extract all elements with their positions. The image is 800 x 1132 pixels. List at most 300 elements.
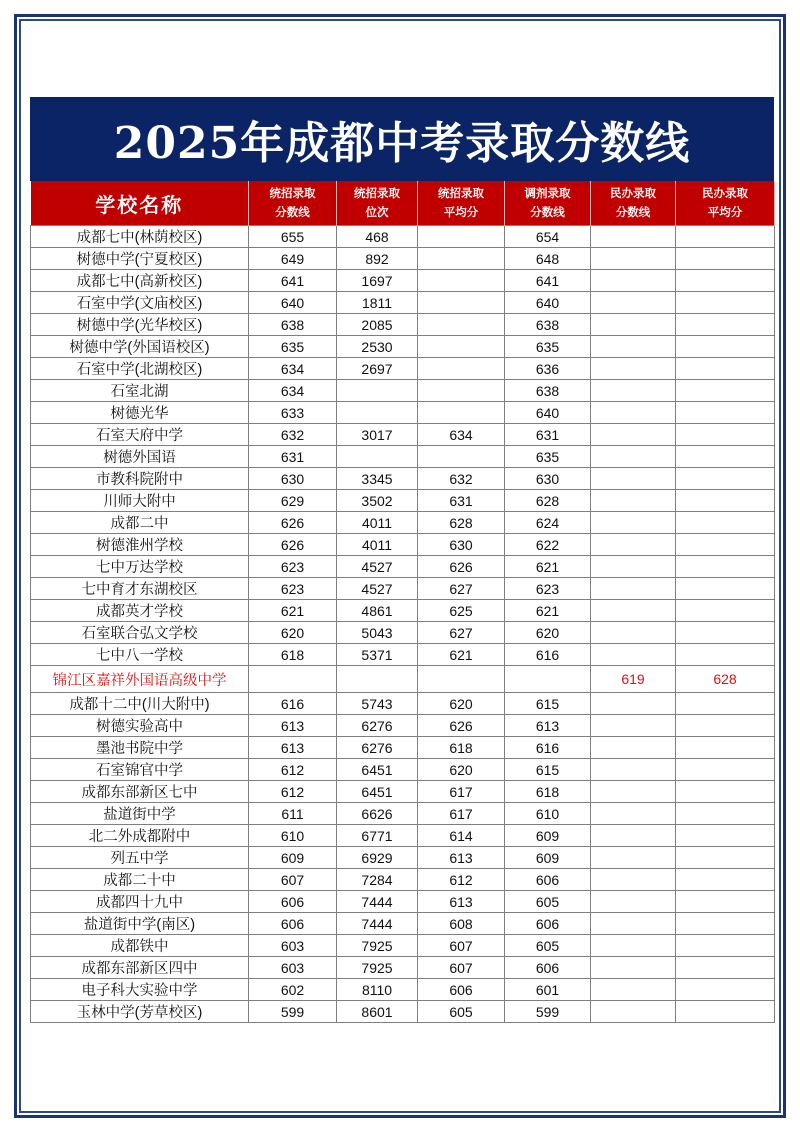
private-score-cell (591, 644, 676, 666)
private-avg-cell (676, 248, 775, 270)
unified-score-cell: 631 (249, 446, 337, 468)
school-name-cell: 电子科大实验中学 (31, 979, 249, 1001)
adjust-score-cell: 631 (505, 424, 591, 446)
adjust-score-cell: 609 (505, 825, 591, 847)
private-avg-cell (676, 600, 775, 622)
unified-avg-cell: 607 (418, 935, 505, 957)
unified-avg-cell (418, 666, 505, 693)
col-school-name-header (31, 181, 249, 226)
private-score-cell (591, 270, 676, 292)
table-row (31, 600, 775, 622)
admission-score-table (30, 181, 775, 1023)
unified-avg-cell: 632 (418, 468, 505, 490)
unified-rank-cell: 7444 (337, 913, 418, 935)
unified-score-cell: 607 (249, 869, 337, 891)
private-score-cell (591, 693, 676, 715)
private-score-cell (591, 534, 676, 556)
unified-score-cell: 612 (249, 781, 337, 803)
adjust-score-cell: 606 (505, 869, 591, 891)
unified-avg-cell: 617 (418, 781, 505, 803)
table-row (31, 446, 775, 468)
adjust-score-cell: 605 (505, 935, 591, 957)
private-score-cell (591, 292, 676, 314)
table-row (31, 358, 775, 380)
table-row (31, 1001, 775, 1023)
unified-avg-cell: 634 (418, 424, 505, 446)
private-score-cell (591, 913, 676, 935)
adjust-score-cell: 624 (505, 512, 591, 534)
unified-rank-cell: 2697 (337, 358, 418, 380)
school-name-cell: 玉林中学(芳草校区) (31, 1001, 249, 1023)
unified-rank-cell: 5371 (337, 644, 418, 666)
adjust-score-cell: 621 (505, 556, 591, 578)
unified-avg-cell: 625 (418, 600, 505, 622)
unified-rank-cell: 6276 (337, 715, 418, 737)
unified-rank-cell: 5743 (337, 693, 418, 715)
adjust-score-cell: 618 (505, 781, 591, 803)
unified-avg-cell: 606 (418, 979, 505, 1001)
school-name-cell: 成都七中(高新校区) (31, 270, 249, 292)
col-unified-avg-header (418, 181, 505, 226)
private-score-cell (591, 248, 676, 270)
table-row (31, 891, 775, 913)
unified-rank-cell (337, 402, 418, 424)
private-avg-cell (676, 336, 775, 358)
unified-avg-cell (418, 358, 505, 380)
school-name-cell: 成都东部新区七中 (31, 781, 249, 803)
private-avg-cell (676, 556, 775, 578)
school-name-cell: 七中育才东湖校区 (31, 578, 249, 600)
header-label-line1: 民办录取 (702, 186, 748, 200)
adjust-score-cell: 606 (505, 913, 591, 935)
private-avg-cell (676, 957, 775, 979)
private-score-cell (591, 847, 676, 869)
unified-rank-cell: 5043 (337, 622, 418, 644)
unified-avg-cell: 612 (418, 869, 505, 891)
school-name-cell: 石室中学(北湖校区) (31, 358, 249, 380)
unified-rank-cell: 3502 (337, 490, 418, 512)
adjust-score-cell: 616 (505, 737, 591, 759)
table-row (31, 270, 775, 292)
header-label-line1: 统招录取 (438, 186, 484, 200)
school-name-cell: 树德中学(光华校区) (31, 314, 249, 336)
adjust-score-cell: 638 (505, 314, 591, 336)
school-name-cell: 盐道街中学(南区) (31, 913, 249, 935)
unified-rank-cell: 8601 (337, 1001, 418, 1023)
table-row (31, 979, 775, 1001)
private-avg-cell (676, 314, 775, 336)
unified-score-cell: 603 (249, 935, 337, 957)
school-name-cell: 石室中学(文庙校区) (31, 292, 249, 314)
unified-avg-cell: 613 (418, 847, 505, 869)
header-label-line2: 位次 (365, 205, 389, 219)
table-row (31, 913, 775, 935)
unified-score-cell: 641 (249, 270, 337, 292)
private-score-cell (591, 803, 676, 825)
school-name-cell: 盐道街中学 (31, 803, 249, 825)
private-score-cell (591, 336, 676, 358)
table-row (31, 803, 775, 825)
unified-score-cell: 602 (249, 979, 337, 1001)
unified-rank-cell: 468 (337, 226, 418, 248)
school-name-cell: 树德淮州学校 (31, 534, 249, 556)
private-score-cell (591, 556, 676, 578)
adjust-score-cell (505, 666, 591, 693)
table-row (31, 693, 775, 715)
adjust-score-cell: 628 (505, 490, 591, 512)
private-score-cell (591, 935, 676, 957)
unified-avg-cell: 605 (418, 1001, 505, 1023)
unified-avg-cell: 620 (418, 693, 505, 715)
unified-rank-cell: 2530 (337, 336, 418, 358)
private-avg-cell (676, 534, 775, 556)
unified-rank-cell: 6929 (337, 847, 418, 869)
header-label-line2: 平均分 (443, 205, 479, 219)
col-private-score-header (591, 181, 676, 226)
private-avg-cell (676, 781, 775, 803)
adjust-score-cell: 640 (505, 402, 591, 424)
school-name-cell: 成都铁中 (31, 935, 249, 957)
unified-avg-cell (418, 292, 505, 314)
adjust-score-cell: 601 (505, 979, 591, 1001)
adjust-score-cell: 616 (505, 644, 591, 666)
adjust-score-cell: 635 (505, 336, 591, 358)
header-label-line1: 民办录取 (610, 186, 656, 200)
unified-score-cell: 638 (249, 314, 337, 336)
private-score-cell (591, 314, 676, 336)
private-avg-cell (676, 737, 775, 759)
table-row (31, 336, 775, 358)
school-name-cell: 成都东部新区四中 (31, 957, 249, 979)
private-score-cell (591, 891, 676, 913)
unified-rank-cell (337, 666, 418, 693)
unified-score-cell: 620 (249, 622, 337, 644)
unified-avg-cell: 631 (418, 490, 505, 512)
adjust-score-cell: 613 (505, 715, 591, 737)
private-score-cell (591, 226, 676, 248)
unified-avg-cell (418, 380, 505, 402)
school-name-cell: 七中八一学校 (31, 644, 249, 666)
unified-score-cell (249, 666, 337, 693)
unified-score-cell: 611 (249, 803, 337, 825)
private-avg-cell (676, 226, 775, 248)
unified-avg-cell (418, 446, 505, 468)
unified-score-cell: 610 (249, 825, 337, 847)
table-body (31, 226, 775, 1023)
table-row (31, 759, 775, 781)
adjust-score-cell: 599 (505, 1001, 591, 1023)
private-avg-cell (676, 424, 775, 446)
unified-avg-cell (418, 314, 505, 336)
header-label-line1: 统招录取 (269, 186, 316, 200)
private-avg-cell (676, 380, 775, 402)
unified-score-cell: 603 (249, 957, 337, 979)
private-avg-cell (676, 578, 775, 600)
table-row (31, 666, 775, 693)
school-name-cell: 树德光华 (31, 402, 249, 424)
table-row (31, 781, 775, 803)
table-row (31, 847, 775, 869)
private-score-cell (591, 402, 676, 424)
adjust-score-cell: 623 (505, 578, 591, 600)
private-score-cell (591, 781, 676, 803)
unified-avg-cell: 614 (418, 825, 505, 847)
school-name-cell: 石室北湖 (31, 380, 249, 402)
table-row (31, 556, 775, 578)
unified-score-cell: 623 (249, 556, 337, 578)
private-avg-cell: 628 (676, 666, 775, 693)
unified-avg-cell: 620 (418, 759, 505, 781)
unified-rank-cell: 4011 (337, 512, 418, 534)
unified-rank-cell: 3345 (337, 468, 418, 490)
table-header-row (31, 181, 775, 226)
table-row (31, 512, 775, 534)
unified-avg-cell (418, 226, 505, 248)
unified-rank-cell: 1811 (337, 292, 418, 314)
table-row (31, 292, 775, 314)
school-name-cell: 成都七中(林荫校区) (31, 226, 249, 248)
unified-avg-cell: 621 (418, 644, 505, 666)
unified-avg-cell: 627 (418, 578, 505, 600)
private-score-cell (591, 979, 676, 1001)
col-adjust-score-header (505, 181, 591, 226)
adjust-score-cell: 641 (505, 270, 591, 292)
private-score-cell (591, 622, 676, 644)
unified-rank-cell: 7925 (337, 957, 418, 979)
private-avg-cell (676, 622, 775, 644)
adjust-score-cell: 648 (505, 248, 591, 270)
unified-avg-cell: 626 (418, 715, 505, 737)
adjust-score-cell: 615 (505, 693, 591, 715)
unified-score-cell: 629 (249, 490, 337, 512)
private-score-cell (591, 600, 676, 622)
school-name-cell: 七中万达学校 (31, 556, 249, 578)
header-label-line1: 统招录取 (354, 186, 400, 200)
school-name-cell: 成都二十中 (31, 869, 249, 891)
private-score-cell (591, 957, 676, 979)
school-name-cell: 北二外成都附中 (31, 825, 249, 847)
unified-rank-cell: 4527 (337, 556, 418, 578)
unified-score-cell: 613 (249, 737, 337, 759)
private-avg-cell (676, 512, 775, 534)
private-score-cell (591, 446, 676, 468)
adjust-score-cell: 636 (505, 358, 591, 380)
school-name-cell: 石室天府中学 (31, 424, 249, 446)
unified-rank-cell: 6451 (337, 781, 418, 803)
table-row (31, 468, 775, 490)
unified-rank-cell: 6771 (337, 825, 418, 847)
adjust-score-cell: 620 (505, 622, 591, 644)
table-row (31, 622, 775, 644)
unified-score-cell: 635 (249, 336, 337, 358)
unified-avg-cell (418, 270, 505, 292)
unified-avg-cell: 618 (418, 737, 505, 759)
unified-rank-cell: 7284 (337, 869, 418, 891)
private-score-cell (591, 578, 676, 600)
table-row (31, 715, 775, 737)
unified-score-cell: 621 (249, 600, 337, 622)
private-avg-cell (676, 913, 775, 935)
col-unified-score-header (249, 181, 337, 226)
private-score-cell (591, 1001, 676, 1023)
private-score-cell (591, 512, 676, 534)
private-score-cell (591, 759, 676, 781)
private-score-cell (591, 380, 676, 402)
table-row (31, 314, 775, 336)
private-avg-cell (676, 979, 775, 1001)
unified-rank-cell: 1697 (337, 270, 418, 292)
unified-rank-cell: 4861 (337, 600, 418, 622)
unified-score-cell: 616 (249, 693, 337, 715)
private-avg-cell (676, 891, 775, 913)
adjust-score-cell: 638 (505, 380, 591, 402)
private-score-cell (591, 358, 676, 380)
header-label-line2: 分数线 (615, 205, 651, 219)
table-row (31, 737, 775, 759)
unified-score-cell: 634 (249, 380, 337, 402)
private-avg-cell (676, 693, 775, 715)
adjust-score-cell: 615 (505, 759, 591, 781)
unified-score-cell: 632 (249, 424, 337, 446)
adjust-score-cell: 630 (505, 468, 591, 490)
school-name-cell: 树德外国语 (31, 446, 249, 468)
col-unified-rank-header (337, 181, 418, 226)
unified-score-cell: 634 (249, 358, 337, 380)
private-score-cell (591, 468, 676, 490)
private-score-cell (591, 424, 676, 446)
school-name-cell: 成都四十九中 (31, 891, 249, 913)
unified-avg-cell (418, 336, 505, 358)
unified-score-cell: 626 (249, 534, 337, 556)
header-label-line2: 分数线 (275, 205, 310, 219)
unified-score-cell: 612 (249, 759, 337, 781)
unified-rank-cell: 6626 (337, 803, 418, 825)
unified-avg-cell: 608 (418, 913, 505, 935)
unified-rank-cell: 7444 (337, 891, 418, 913)
adjust-score-cell: 621 (505, 600, 591, 622)
school-name-cell: 树德实验高中 (31, 715, 249, 737)
private-score-cell (591, 825, 676, 847)
unified-avg-cell: 626 (418, 556, 505, 578)
private-avg-cell (676, 715, 775, 737)
unified-rank-cell: 6276 (337, 737, 418, 759)
adjust-score-cell: 622 (505, 534, 591, 556)
table-row (31, 490, 775, 512)
school-name-cell: 列五中学 (31, 847, 249, 869)
private-avg-cell (676, 270, 775, 292)
school-name-cell: 成都英才学校 (31, 600, 249, 622)
unified-avg-cell: 607 (418, 957, 505, 979)
adjust-score-cell: 635 (505, 446, 591, 468)
private-avg-cell (676, 446, 775, 468)
private-avg-cell (676, 935, 775, 957)
header-label-line1: 学校名称 (95, 192, 184, 217)
unified-score-cell: 623 (249, 578, 337, 600)
table-row (31, 869, 775, 891)
private-score-cell: 619 (591, 666, 676, 693)
adjust-score-cell: 605 (505, 891, 591, 913)
unified-rank-cell: 8110 (337, 979, 418, 1001)
table-row (31, 935, 775, 957)
unified-score-cell: 640 (249, 292, 337, 314)
unified-score-cell: 626 (249, 512, 337, 534)
unified-rank-cell: 7925 (337, 935, 418, 957)
table-row (31, 578, 775, 600)
unified-rank-cell: 4011 (337, 534, 418, 556)
school-name-cell: 墨池书院中学 (31, 737, 249, 759)
unified-score-cell: 649 (249, 248, 337, 270)
school-name-cell: 锦江区嘉祥外国语高级中学 (31, 666, 249, 693)
private-avg-cell (676, 869, 775, 891)
page-title: 2025年成都中考录取分数线 (30, 97, 774, 181)
table-row (31, 644, 775, 666)
unified-avg-cell (418, 402, 505, 424)
school-name-cell: 成都二中 (31, 512, 249, 534)
unified-score-cell: 606 (249, 913, 337, 935)
private-avg-cell (676, 759, 775, 781)
unified-score-cell: 633 (249, 402, 337, 424)
private-avg-cell (676, 490, 775, 512)
school-name-cell: 树德中学(宁夏校区) (31, 248, 249, 270)
unified-avg-cell: 630 (418, 534, 505, 556)
unified-rank-cell: 4527 (337, 578, 418, 600)
unified-rank-cell: 3017 (337, 424, 418, 446)
school-name-cell: 成都十二中(川大附中) (31, 693, 249, 715)
unified-score-cell: 606 (249, 891, 337, 913)
table-row (31, 226, 775, 248)
school-name-cell: 川师大附中 (31, 490, 249, 512)
unified-avg-cell: 613 (418, 891, 505, 913)
header-label-line1: 调剂录取 (524, 186, 571, 200)
unified-rank-cell (337, 380, 418, 402)
adjust-score-cell: 609 (505, 847, 591, 869)
table-row (31, 402, 775, 424)
unified-avg-cell: 617 (418, 803, 505, 825)
school-name-cell: 市教科院附中 (31, 468, 249, 490)
header-label-line2: 分数线 (530, 205, 565, 219)
unified-rank-cell: 2085 (337, 314, 418, 336)
unified-score-cell: 613 (249, 715, 337, 737)
unified-avg-cell: 628 (418, 512, 505, 534)
table-row (31, 424, 775, 446)
school-name-cell: 石室锦官中学 (31, 759, 249, 781)
table-row (31, 248, 775, 270)
unified-avg-cell: 627 (418, 622, 505, 644)
private-avg-cell (676, 644, 775, 666)
unified-score-cell: 599 (249, 1001, 337, 1023)
col-private-avg-header (676, 181, 775, 226)
adjust-score-cell: 610 (505, 803, 591, 825)
private-score-cell (591, 869, 676, 891)
private-avg-cell (676, 468, 775, 490)
header-label-line2: 平均分 (707, 205, 743, 219)
table-row (31, 534, 775, 556)
table-row (31, 957, 775, 979)
private-avg-cell (676, 803, 775, 825)
private-avg-cell (676, 847, 775, 869)
adjust-score-cell: 640 (505, 292, 591, 314)
table-row (31, 380, 775, 402)
private-score-cell (591, 715, 676, 737)
unified-rank-cell (337, 446, 418, 468)
unified-rank-cell: 6451 (337, 759, 418, 781)
private-avg-cell (676, 402, 775, 424)
unified-score-cell: 609 (249, 847, 337, 869)
score-sheet (30, 97, 774, 1023)
unified-score-cell: 655 (249, 226, 337, 248)
private-avg-cell (676, 825, 775, 847)
school-name-cell: 树德中学(外国语校区) (31, 336, 249, 358)
